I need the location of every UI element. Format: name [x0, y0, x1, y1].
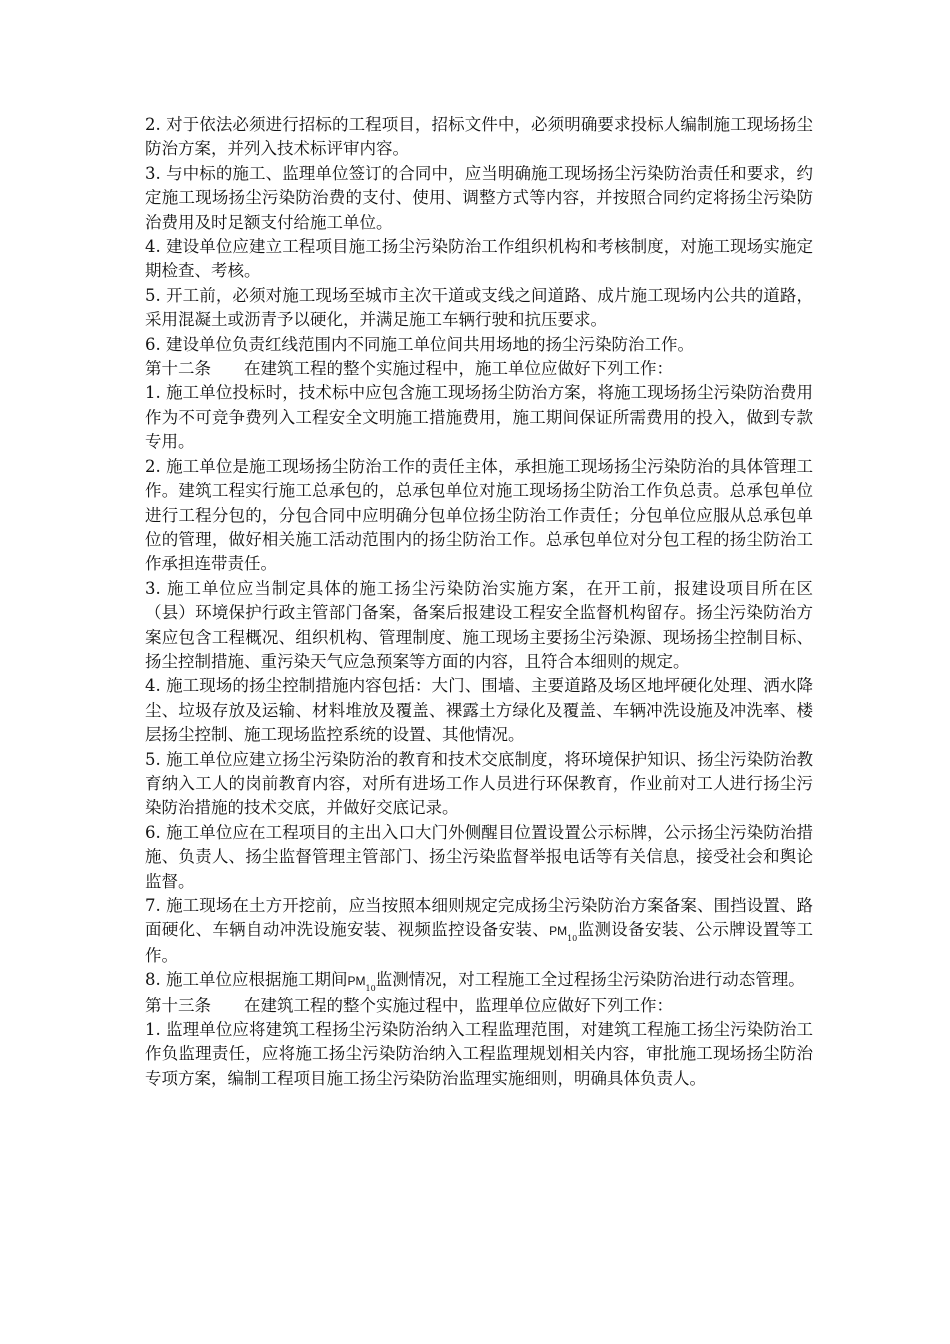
pm-label: PM [347, 974, 366, 989]
article-12-heading: 第十二条 在建筑工程的整个实施过程中，施工单位应做好下列工作： [145, 359, 673, 379]
article-12-item-7 [145, 894, 813, 968]
paragraph-item-5: 5. 开工前，必须对施工现场至城市主次干道或支线之间道路、成片施工现场内公共的道路，采用混凝土或沥青予以硬化，并满足施工车辆行驶和抗压要求。 [145, 285, 813, 330]
paragraph-item-3: 3. 与中标的施工、监理单位签订的合同中，应当明确施工现场扬尘污染防治责任和要求，约定施工现场扬尘污染防治费的支付、使用、调整方式等内容，并按照合同约定将扬尘污染防治费用及时足额支付给施工单位。 [145, 163, 813, 232]
paragraph-item-2: 2. 对于依法必须进行招标的工程项目，招标文件中，必须明确要求投标人编制施工现场扬尘防治方案，并列入技术标评审内容。 [145, 115, 813, 159]
item-8-text-end: 监测情况，对工程施工全过程扬尘污染防治进行动态管理。 [375, 970, 805, 990]
article-13-item-1: 1. 监理单位应将建筑工程扬尘污染防治纳入工程监理范围，对建筑工程施工扬尘污染防治工作负监理责任，应将施工扬尘污染防治纳入工程监理规划相关内容，审批施工现场扬尘防治专项方案，编制工程项目施工扬尘污染防治监理实施细则，明确具体负责人。 [145, 1020, 813, 1088]
article-12-item-1: 1. 施工单位投标时，技术标中应包含施工现场扬尘防治方案，将施工现场扬尘污染防治费用作为不可竞争费列入工程安全文明施工措施费用，施工期间保证所需费用的投入，做到专款专用。 [145, 383, 813, 452]
paragraph-item-4: 4. 建设单位应建立工程项目施工扬尘污染防治工作组织机构和考核制度，对施工现场实施定期检查、考核。 [145, 237, 813, 281]
article-12-item-4: 4. 施工现场的扬尘控制措施内容包括：大门、围墙、主要道路及场区地坪硬化处理、洒水降尘、垃圾存放及运输、材料堆放及覆盖、裸露土方绿化及覆盖、车辆冲洗设施及冲洗率、楼层扬尘控制、施工现场监控系统的设置、其他情况。 [145, 676, 813, 745]
article-12-item-8 [145, 968, 813, 993]
item-8-text-start: 8. 施工单位应根据施工期间 [145, 970, 348, 990]
item-7-text-start: 7. 施工现场在土方开挖前，应当按照本细则规定完成扬尘污染防治方案备案、围挡设置、路面硬化、车辆自动冲洗设施安装、视频监控设备安装、 [145, 896, 813, 940]
article-12-item-3: 3. 施工单位应当制定具体的施工扬尘污染防治实施方案，在开工前，报建设项目所在区（县）环境保护行政主管部门备案，备案后报建设工程安全监督机构留存。扬尘污染防治方案应包含工程概况、组织机构、管理制度、施工现场主要扬尘污染源、现场扬尘控制目标、扬尘控制措施、重污染天气应急预案等方面的内容，且符合本细则的规定。 [145, 578, 813, 671]
article-12-item-2: 2. 施工单位是施工现场扬尘防治工作的责任主体，承担施工现场扬尘污染防治的具体管理工作。建筑工程实行施工总承包的，总承包单位对施工现场扬尘防治工作负总责。总承包单位进行工程分包的，分包合同中应明确分包单位扬尘防治工作责任；分包单位应服从总承包单位的管理，做好相关施工活动范围内的扬尘防治工作。总承包单位对分包工程的扬尘防治工作承担连带责任。 [145, 456, 813, 574]
document-body [145, 113, 813, 1091]
article-12-item-6: 6. 施工单位应在工程项目的主出入口大门外侧醒目位置设置公示标牌，公示扬尘污染防治措施、负责人、扬尘监督管理主管部门、扬尘污染监督举报电话等有关信息，接受社会和舆论监督。 [145, 822, 813, 891]
article-13-heading: 第十三条 在建筑工程的整个实施过程中，监理单位应做好下列工作： [145, 995, 673, 1015]
pm-label: PM [549, 924, 568, 939]
item-7-text-end: 监测设备安装、公示牌设置等工作。 [145, 920, 814, 965]
pm-subscript: 10 [567, 934, 578, 944]
pm-subscript: 10 [365, 984, 376, 994]
paragraph-item-6: 6. 建设单位负责红线范围内不同施工单位间共用场地的扬尘污染防治工作。 [145, 334, 694, 354]
article-12-item-5: 5. 施工单位应建立扬尘污染防治的教育和技术交底制度，将环境保护知识、扬尘污染防治教育纳入工人的岗前教育内容，对所有进场工作人员进行环保教育，作业前对工人进行扬尘污染防治措施的技术交底，并做好交底记录。 [145, 749, 813, 818]
